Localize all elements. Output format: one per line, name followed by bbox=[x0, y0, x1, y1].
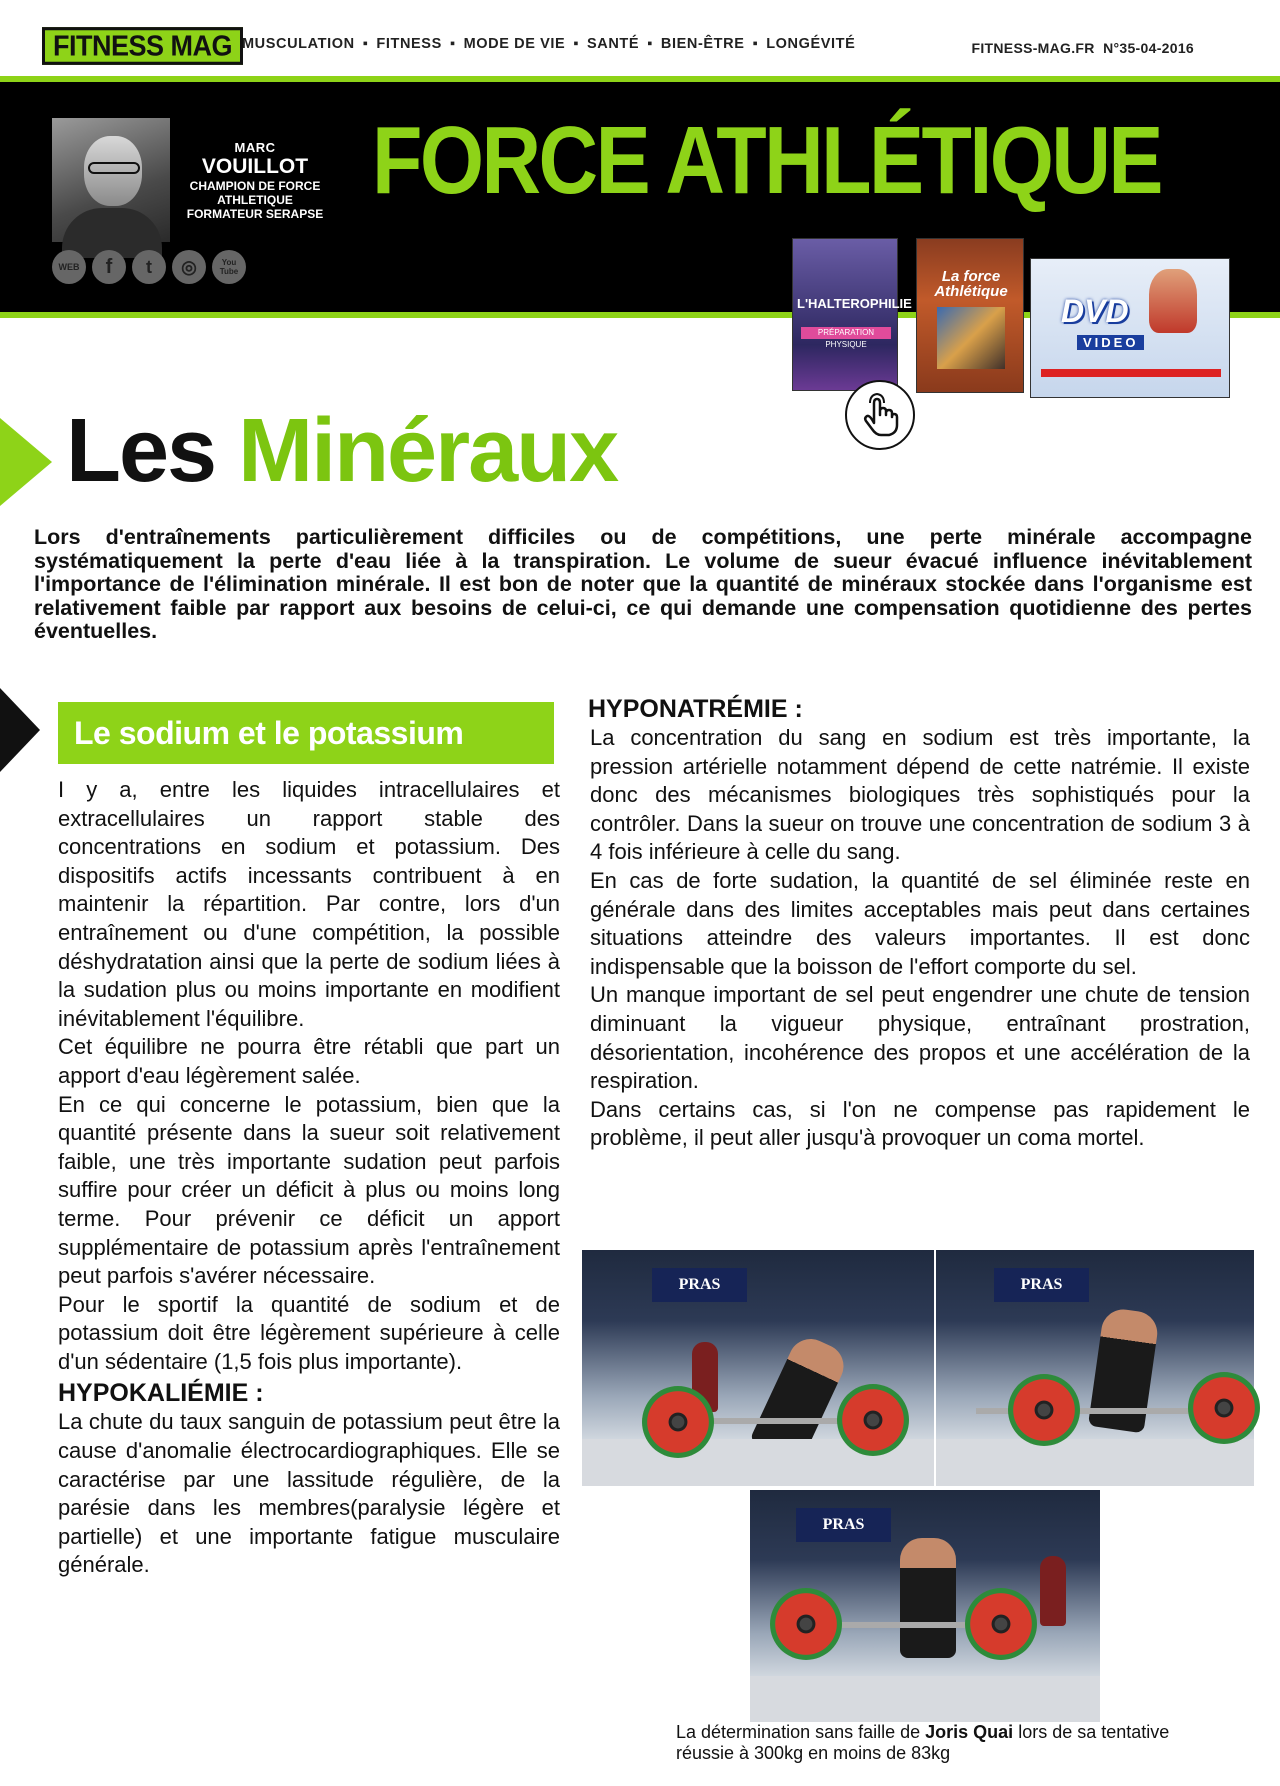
caption-text: La détermination sans faille de bbox=[676, 1722, 926, 1742]
paragraph: Un manque important de sel peut engendrer une chute de tension diminuant la vigueur physique, entraînant prostration, désorientation, incohérence des propos et une accélération de la respiration. bbox=[590, 982, 1250, 1094]
article-title-highlight: Minéraux bbox=[238, 401, 618, 501]
facebook-icon[interactable]: f bbox=[92, 250, 126, 284]
subheading-hyponatremie: HYPONATRÉMIE : bbox=[588, 695, 803, 723]
paragraph: La concentration du sang en sodium est très importante, la pression artérielle notamment dépend de cette natrémie. Il existe donc des mécanismes biologiques très sophistiqués pour la contrôler. Dans la sueur on trouve une concentration de sodium 3 à 4 fois inférieure à celle du sang. bbox=[590, 725, 1250, 865]
paragraph: Dans certains cas, si l'on ne compense pas rapidement le problème, il peut aller jusqu'à provoquer un coma mortel. bbox=[590, 1096, 1250, 1151]
title-arrow-icon bbox=[0, 418, 52, 506]
tap-hand-icon[interactable] bbox=[845, 380, 915, 450]
nav-separator: ▪ bbox=[449, 36, 456, 52]
left-column bbox=[58, 776, 560, 1580]
author-role: FORMATEUR SERAPSE bbox=[186, 207, 324, 221]
section-heading: Le sodium et le potassium bbox=[58, 702, 554, 764]
paragraph: La chute du taux sanguin de potassium peut être la cause d'anomalie électrocardiographiques. Elle se caractérise par une lassitude régulière, de la parésie dans les membres(paralysie légère et partielle) et une importante fatigue musculaire générale. bbox=[58, 1409, 560, 1578]
author-first-name: MARC bbox=[234, 140, 276, 155]
article-title bbox=[66, 396, 617, 506]
instagram-icon[interactable]: ◎ bbox=[172, 250, 206, 284]
section-arrow-icon bbox=[0, 688, 40, 772]
deadlift-photo bbox=[582, 1250, 934, 1486]
twitter-icon[interactable]: t bbox=[132, 250, 166, 284]
photo-banner: PRAS bbox=[796, 1508, 891, 1542]
article-title-part: Les bbox=[66, 401, 239, 501]
dvd-musculation[interactable] bbox=[1030, 258, 1230, 398]
deadlift-photo bbox=[750, 1490, 1100, 1722]
right-column bbox=[590, 724, 1250, 1153]
author-info bbox=[180, 140, 330, 221]
paragraph: Pour le sportif la quantité de sodium et de potassium doit être légèrement supérieure à celle d'un sédentaire (1,5 fois plus importante). bbox=[58, 1291, 560, 1374]
book-title: L'HALTEROPHILIE bbox=[797, 296, 912, 311]
issue-info: FITNESS-MAG.FR N°35-04-2016 bbox=[971, 40, 1194, 56]
caption-text: lors de sa tentative réussie à 300kg en moins de 83kg bbox=[676, 1722, 1170, 1763]
book-force-athletique[interactable] bbox=[916, 238, 1024, 393]
paragraph: En ce qui concerne le potassium, bien que la quantité présente dans la sueur soit relativement faible, une très importante sudation peut parfois suffire pour créer un déficit à plus ou moins long terme. Pour prévenir ce déficit un apport supplémentaire de potassium après l'entraînement peut parfois s'avérer nécessaire. bbox=[58, 1091, 560, 1289]
deadlift-photo bbox=[936, 1250, 1254, 1486]
nav-musculation[interactable]: MUSCULATION bbox=[242, 36, 355, 52]
author-photo bbox=[52, 118, 170, 242]
book-subtitle: PRÉPARATION PHYSIQUE bbox=[801, 327, 891, 339]
web-icon[interactable]: WEB bbox=[52, 250, 86, 284]
nav-longevite[interactable]: LONGÉVITÉ bbox=[766, 36, 856, 52]
nav-fitness[interactable]: FITNESS bbox=[376, 36, 442, 52]
book-halterophilie[interactable] bbox=[792, 238, 912, 391]
nav-mode-de-vie[interactable]: MODE DE VIE bbox=[463, 36, 566, 52]
nav-sante[interactable]: SANTÉ bbox=[587, 36, 640, 52]
nav-separator: ▪ bbox=[752, 36, 759, 52]
photo-caption bbox=[676, 1722, 1196, 1764]
dvd-video-label: VIDEO bbox=[1077, 335, 1144, 350]
author-role: ATHLETIQUE bbox=[217, 193, 293, 207]
paragraph: En cas de forte sudation, la quantité de sel éliminée reste en générale dans des limites acceptables mais peut dans certaines situations atteindre des valeurs importantes. Il est donc indispensable que la boisson de l'effort comporte du sel. bbox=[590, 867, 1250, 979]
book-title: La force Athlétique bbox=[934, 268, 1008, 300]
nav-separator: ▪ bbox=[573, 36, 580, 52]
section-menu bbox=[242, 36, 855, 52]
photo-banner: PRAS bbox=[652, 1268, 747, 1302]
paragraph: I y a, entre les liquides intracellulaires et extracellulaires un rapport stable des concentrations en sodium et potassium. Des dispositifs actifs incessants contribuent à en maintenir la répartition. Par contre, lors d'un entraînement ou d'une compétition, la possible déshydratation ainsi que la perte de sodium liées à la sudation plus ou moins importante en modifient inévitablement l'équilibre. bbox=[58, 777, 560, 1031]
nav-separator: ▪ bbox=[362, 36, 369, 52]
magazine-logo[interactable]: FITNESS MAG bbox=[42, 27, 243, 65]
column-title: FORCE ATHLÉTIQUE bbox=[372, 107, 1161, 214]
social-links bbox=[52, 250, 246, 284]
book-cover-image bbox=[937, 307, 1005, 369]
photo-banner: PRAS bbox=[994, 1268, 1089, 1302]
author-last-name: VOUILLOT bbox=[201, 155, 309, 178]
nav-bien-etre[interactable]: BIEN-ÊTRE bbox=[660, 36, 745, 52]
caption-athlete-name: Joris Quai bbox=[925, 1722, 1014, 1742]
top-navigation bbox=[0, 0, 1280, 72]
dvd-cover-image bbox=[1149, 269, 1197, 333]
author-role: CHAMPION DE FORCE bbox=[189, 179, 321, 193]
youtube-icon[interactable]: You Tube bbox=[212, 250, 246, 284]
paragraph: Cet équilibre ne pourra être rétabli que part un apport d'eau légèrement salée. bbox=[58, 1034, 560, 1088]
nav-separator: ▪ bbox=[647, 36, 653, 52]
dvd-label: DVD bbox=[1061, 293, 1129, 329]
subheading-hypokaliemie: HYPOKALIÉMIE : bbox=[58, 1379, 264, 1408]
article-lead: Lors d'entraînements particulièrement difficiles ou de compétitions, une perte minérale accompagne systématiquement la perte d'eau liée à la transpiration. Le volume de sueur évacué influence inévitablement l'importance de l'élimination minérale. Il est bon de noter que la quantité de minéraux stockée dans l'organisme est relativement faible par rapport aux besoins de celui-ci, ce qui demande une compensation quotidienne des pertes éventuelles. bbox=[34, 525, 1252, 644]
